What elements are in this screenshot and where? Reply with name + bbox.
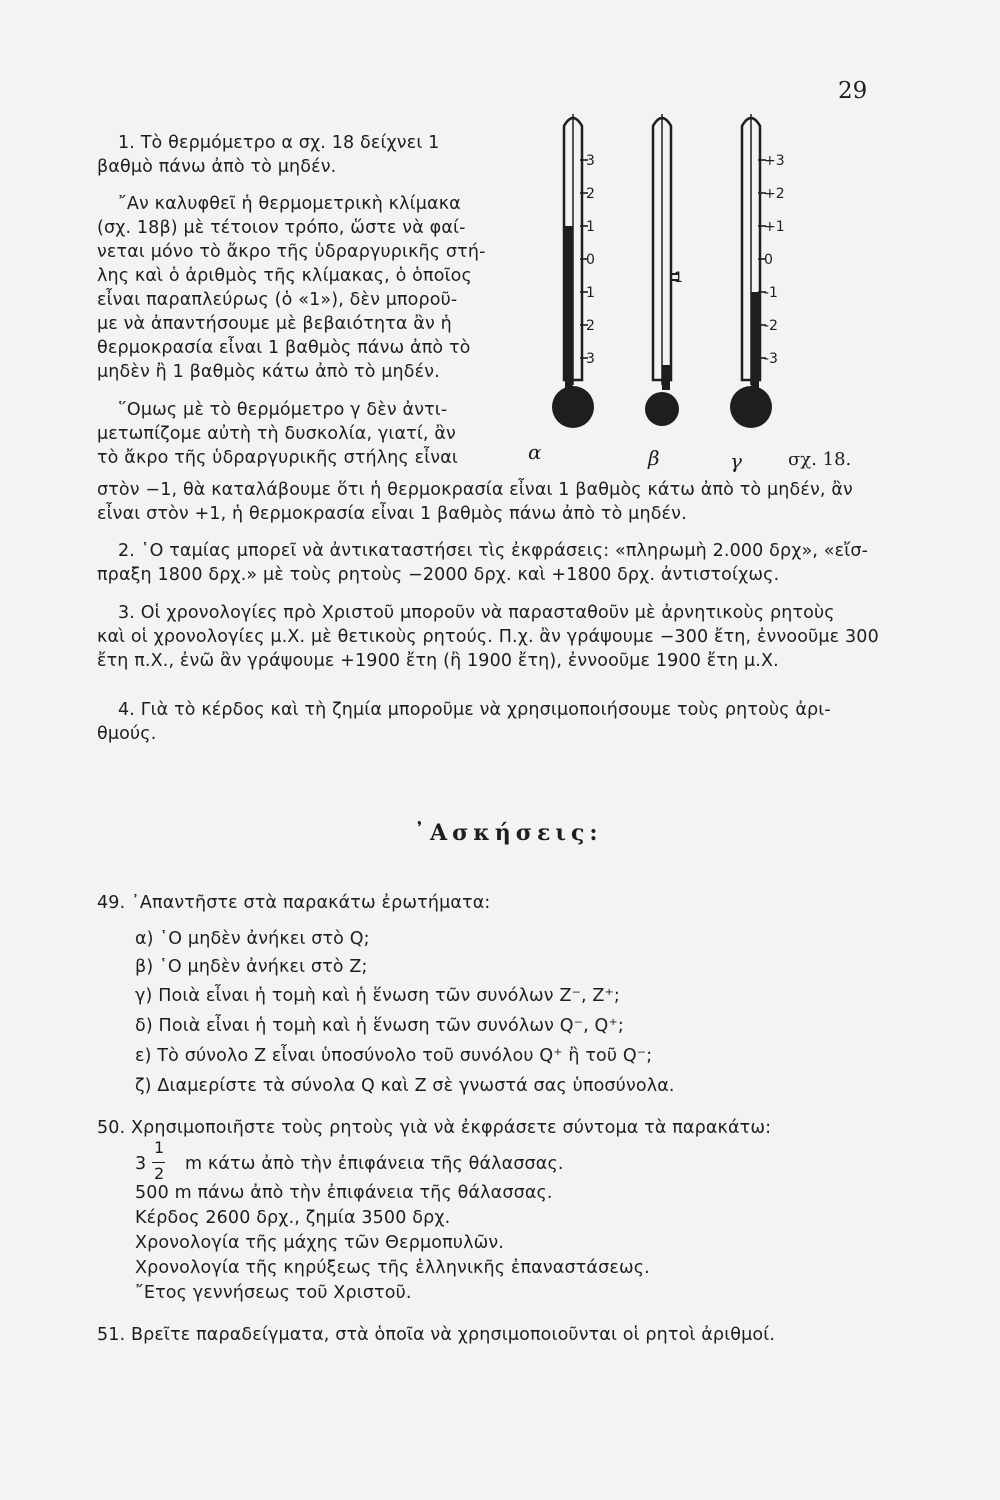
scale-label-gamma: -2 [764, 318, 778, 334]
thermometer-alpha-label: α [528, 440, 542, 464]
fraction-whole: 3 [135, 1154, 147, 1174]
remark-4-line: 4. Γιὰ τὸ κέρδος καὶ τὴ ζημία μποροῦμε νὰ χρησιμοποιήσουμε τοὺς ρητοὺς ἀρι- [118, 700, 831, 720]
thermometer-alpha [552, 114, 595, 428]
exercises-heading: ᾿Ασκήσεις: [414, 820, 603, 846]
remark-1-line: με νὰ ἀπαντήσουμε μὲ βεβαιότητα ἂν ἡ [97, 314, 452, 334]
page-number: 29 [838, 78, 868, 104]
exercise-50-item: Χρονολογία τῆς μάχης τῶν Θερμοπυλῶν. [135, 1233, 505, 1253]
scale-label-alpha: 3 [586, 153, 595, 169]
remark-1-line: λης καὶ ὁ ἀριθμὸς τῆς κλίμακας, ὁ ὁποῖος [97, 266, 472, 286]
thermometer-beta-label: β [648, 446, 660, 470]
exercise-49-item: ε) Τὸ σύνολο Z εἶναι ὑποσύνολο τοῦ συνόλου Q⁺ ἢ τοῦ Q⁻; [135, 1046, 653, 1066]
remark-1-line: (σχ. 18β) μὲ τέτοιον τρόπο, ὥστε νὰ φαί- [97, 218, 466, 238]
fraction-numerator: 1 [154, 1138, 165, 1157]
thermometer-beta [645, 114, 683, 426]
scale-label-gamma: +3 [764, 153, 785, 169]
mercury-column-beta [662, 365, 670, 390]
exercise-51: 51. Βρεῖτε παραδείγματα, στὰ ὁποῖα νὰ χρησιμοποιοῦνται οἱ ρητοὶ ἀριθμοί. [97, 1325, 776, 1345]
fraction-bar [152, 1162, 165, 1163]
thermometer-gamma [730, 114, 785, 428]
exercise-50-item: 500 m πάνω ἀπὸ τὴν ἐπιφάνεια τῆς θάλασσας. [135, 1183, 553, 1203]
scale-label-gamma: +1 [764, 219, 785, 235]
fraction-denominator: 2 [154, 1164, 165, 1183]
scale-label-alpha: 3 [586, 351, 595, 367]
scale-label-gamma: 0 [764, 252, 773, 268]
remark-1-line: τὸ ἄκρο τῆς ὑδραργυρικῆς στήλης εἶναι [97, 448, 458, 468]
remark-1-line: βαθμὸ πάνω ἀπὸ τὸ μηδέν. [97, 157, 337, 177]
exercise-49-item: ζ) Διαμερίστε τὰ σύνολα Q καὶ Z σὲ γνωστά σας ὑποσύνολα. [135, 1076, 675, 1096]
scale-label-gamma: +2 [764, 186, 785, 202]
remark-3-line: ἔτη π.Χ., ἐνῶ ἂν γράψουμε +1900 ἔτη (ἢ 1900 ἔτη), ἐννοοῦμε 1900 ἔτη μ.Χ. [97, 651, 779, 671]
exercise-49-item: β) ῾Ο μηδὲν ἀνήκει στὸ Z; [135, 957, 368, 977]
exercise-49-intro: 49. ᾿Απαντῆστε στὰ παρακάτω ἐρωτήματα: [97, 893, 491, 913]
thermometer-figure [520, 110, 880, 455]
exercise-50-item: Χρονολογία τῆς κηρύξεως τῆς ἑλληνικῆς ἐπαναστάσεως. [135, 1258, 650, 1278]
scale-label-gamma: -3 [764, 351, 778, 367]
scale-label-gamma: -1 [764, 285, 778, 301]
remark-1-line: μετωπίζομε αὐτὴ τὴ δυσκολία, γιατί, ἂν [97, 424, 456, 444]
exercise-50-item: Κέρδος 2600 δρχ., ζημία 3500 δρχ. [135, 1208, 451, 1228]
scale-label-alpha: 0 [586, 252, 595, 268]
remark-1-line: ῎Αν καλυφθεῖ ἡ θερμομετρικὴ κλίμακα [118, 194, 461, 214]
figure-caption: σχ. 18. [788, 449, 852, 470]
remark-1-line: εἶναι παραπλεύρως (ὁ «1»), δὲν μποροῦ- [97, 290, 458, 310]
exercise-49-item: δ) Ποιὰ εἶναι ἡ τομὴ καὶ ἡ ἕνωση τῶν συνόλων Q⁻, Q⁺; [135, 1016, 624, 1036]
mercury-column-gamma [751, 292, 759, 390]
remark-2-line: 2. ῾Ο ταμίας μπορεῖ νὰ ἀντικαταστήσει τὶς ἐκφράσεις: «πληρωμὴ 2.000 δρχ», «εἴσ- [118, 541, 869, 561]
remark-1-line: μηδὲν ἢ 1 βαθμὸς κάτω ἀπὸ τὸ μηδέν. [97, 362, 440, 382]
remark-1-line: νεται μόνο τὸ ἄκρο τῆς ὑδραργυρικῆς στή- [97, 242, 486, 262]
remark-2-line: πραξη 1800 δρχ.» μὲ τοὺς ρητοὺς −2000 δρχ. καὶ +1800 δρχ. ἀντιστοίχως. [97, 565, 780, 585]
remark-1-line: 1. Τὸ θερμόμετρο α σχ. 18 δείχνει 1 [118, 133, 440, 153]
mercury-column-alpha [565, 226, 573, 390]
remark-3-line: 3. Οἱ χρονολογίες πρὸ Χριστοῦ μποροῦν νὰ παρασταθοῦν μὲ ἀρνητικοὺς ρητοὺς [118, 603, 835, 623]
exercise-50-intro: 50. Χρησιμοποιῆστε τοὺς ρητοὺς γιὰ νὰ ἐκφράσετε σύντομα τὰ παρακάτω: [97, 1118, 772, 1138]
scale-label-alpha: 2 [586, 318, 595, 334]
scale-label-alpha: 2 [586, 186, 595, 202]
remark-3-line: καὶ οἱ χρονολογίες μ.Χ. μὲ θετικοὺς ρητούς. Π.χ. ἂν γράψουμε −300 ἔτη, ἐννοοῦμε 300 [97, 627, 879, 647]
remark-4-line: θμούς. [97, 724, 157, 744]
remark-1-line: ῞Ομως μὲ τὸ θερμόμετρο γ δὲν ἀντι- [118, 400, 448, 420]
fraction-rest: m κάτω ἀπὸ τὴν ἐπιφάνεια τῆς θάλασσας. [185, 1154, 564, 1174]
exercise-49-item: α) ῾Ο μηδὲν ἀνήκει στὸ Q; [135, 929, 370, 949]
remark-1-line: θερμοκρασία εἶναι 1 βαθμὸς πάνω ἀπὸ τὸ [97, 338, 471, 358]
remark-1-line: στὸν −1, θὰ καταλάβουμε ὅτι ἡ θερμοκρασία εἶναι 1 βαθμὸς κάτω ἀπὸ τὸ μηδέν, ἂν [97, 480, 853, 500]
remark-1-line: εἶναι στὸν +1, ἡ θερμοκρασία εἶναι 1 βαθμὸς πάνω ἀπὸ τὸ μηδέν. [97, 504, 687, 524]
scale-label-alpha: 1 [586, 285, 595, 301]
exercise-50-item: ῎Ετος γεννήσεως τοῦ Χριστοῦ. [135, 1283, 412, 1303]
thermometer-gamma-label: γ [730, 449, 742, 473]
scale-label-alpha: 1 [586, 219, 595, 235]
thermometer-beta-marker: 1 [674, 270, 683, 286]
exercise-49-item: γ) Ποιὰ εἶναι ἡ τομὴ καὶ ἡ ἕνωση τῶν συνόλων Z⁻, Z⁺; [135, 986, 620, 1006]
